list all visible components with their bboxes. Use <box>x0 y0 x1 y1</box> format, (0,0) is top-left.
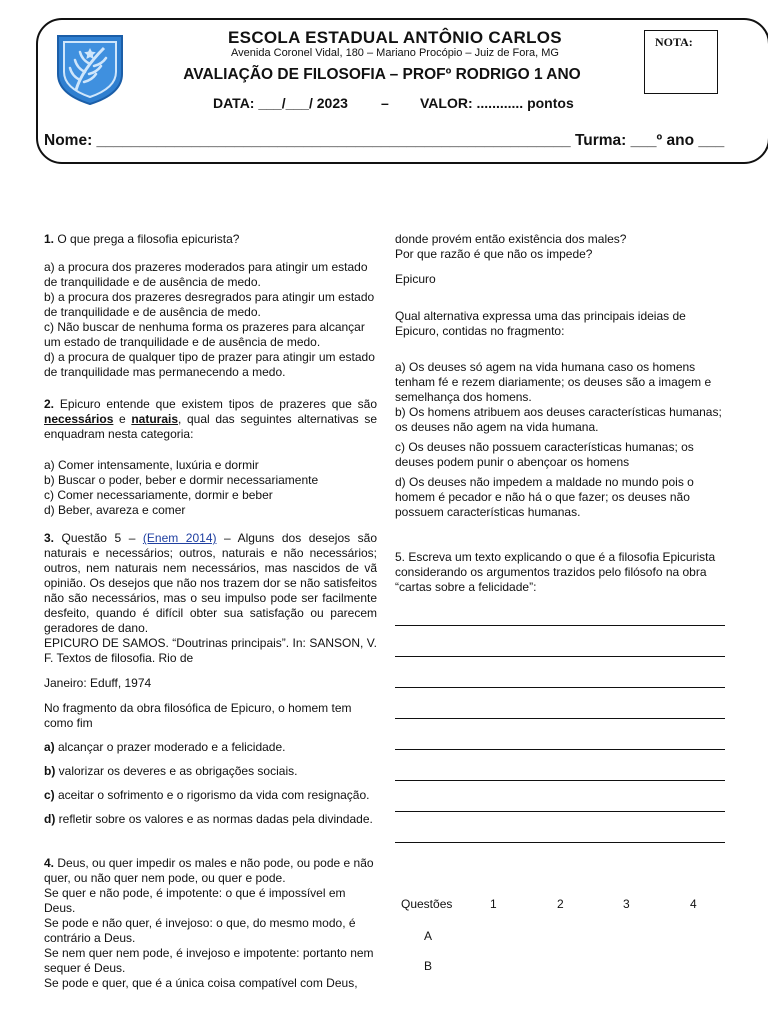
question-3-source-2: Janeiro: Eduff, 1974 <box>44 676 152 690</box>
question-4-option-d[interactable]: d) Os deuses não impedem a maldade no mundo pois o homem é pecador e não há o que fazer; os deuses não possuem características humanas. <box>395 475 694 519</box>
option-label-b: b) <box>44 764 56 778</box>
option-label-d: d) <box>44 812 56 826</box>
question-2-number: 2. <box>44 397 55 411</box>
question-2-stem <box>44 397 377 442</box>
question-4-option-b[interactable]: b) Os homens atribuem aos deuses características humanas; os deuses não agem na vida humana. <box>395 405 722 434</box>
option-text-d: refletir sobre os valores e as normas dadas pela divindade. <box>55 812 373 826</box>
exam-date-field[interactable]: DATA: ___/___/ 2023 <box>213 95 348 111</box>
grade-box[interactable] <box>644 30 718 94</box>
answer-line[interactable] <box>395 780 725 781</box>
answer-grid-col-4: 4 <box>690 897 697 911</box>
school-name: ESCOLA ESTADUAL ANTÔNIO CARLOS <box>228 28 562 47</box>
answer-line[interactable] <box>395 718 725 719</box>
question-1-number: 1. <box>44 232 55 246</box>
question-1-stem <box>44 232 377 247</box>
answer-line[interactable] <box>395 749 725 750</box>
answer-lines[interactable] <box>395 625 728 843</box>
question-4-line-2: Se quer e não pode, é impotente: o que é impossível em Deus. <box>44 886 346 915</box>
question-3-option-a[interactable] <box>44 740 377 755</box>
question-2-option-d[interactable]: d) Beber, avareza e comer <box>44 503 186 517</box>
question-3-option-c[interactable] <box>44 788 377 803</box>
option-text-c: aceitar o sofrimento e o rigorismo da vida com resignação. <box>54 788 370 802</box>
option-label-c: c) <box>44 788 55 802</box>
question-4-author: Epicuro <box>395 272 436 286</box>
question-4-line-4: Se nem quer nem pode, é invejoso e impotente: portanto nem sequer é Deus. <box>44 946 374 975</box>
option-text-a: alcançar o prazer moderado e a felicidade. <box>54 740 286 754</box>
question-3-text: – Alguns dos desejos são naturais e necessários; outros, naturais e não necessários; outros, nem naturais nem necessários, mas nascidos de vã opinião. Os desejos que não nos trazem dor se não satisfeitos não são necessários, mas o seu impulso pode ser facilmente desfeito, quando é difícil obter sua satisfação ou parecem geradores de dano. <box>44 531 378 635</box>
question-4-line-3: Se pode e não quer, é invejoso: o que, do mesmo modo, é contrário a Deus. <box>44 916 356 945</box>
question-4-option-c[interactable]: c) Os deuses não possuem características humanas; os deuses podem punir o abençoar os homens <box>395 440 694 469</box>
school-logo <box>52 30 128 106</box>
shield-icon <box>52 30 128 106</box>
question-3-number: 3. <box>44 531 55 545</box>
exam-value-field[interactable]: VALOR: ............ pontos <box>420 95 574 111</box>
answer-line[interactable] <box>395 842 725 843</box>
answer-grid-row-a[interactable]: A <box>424 929 433 943</box>
question-3-stem <box>44 531 377 636</box>
question-4-line-5: Se pode e quer, que é a única coisa compatível com Deus, <box>44 976 358 990</box>
question-2-mid: e <box>113 412 132 426</box>
question-3-option-b[interactable] <box>44 764 377 779</box>
question-2-option-b[interactable]: b) Buscar o poder, beber e dormir necessariamente <box>44 473 319 487</box>
question-3-option-d[interactable] <box>44 812 377 827</box>
question-1-option-c[interactable]: c) Não buscar de nenhuma forma os prazeres para alcançar um estado de tranquilidade e de ausência de medo. <box>44 320 365 349</box>
question-5-text: 5. Escreva um texto explicando o que é a filosofia Epicurista considerando os argumentos trazidos pelo filósofo na obra “cartas sobre a felicidade”: <box>395 550 716 594</box>
answer-line[interactable] <box>395 811 725 812</box>
option-text-b: valorizar os deveres e as obrigações sociais. <box>55 764 298 778</box>
grade-label: NOTA: <box>655 35 693 49</box>
student-name-row[interactable]: Nome: _______________________________________________________ Turma: ___º ano ___ <box>44 132 725 149</box>
question-3-pre: Questão 5 – <box>54 531 143 545</box>
left-column <box>44 232 377 991</box>
question-4-prompt: Qual alternativa expressa uma das principais ideias de Epicuro, contidas no fragmento: <box>395 309 686 338</box>
question-3-source: EPICURO DE SAMOS. “Doutrinas principais”. In: SANSON, V. F. Textos de filosofia. Rio de <box>44 636 377 665</box>
answer-line[interactable] <box>395 656 725 657</box>
answer-grid-row-b[interactable]: B <box>424 959 433 973</box>
question-2-text-2: , qual das seguintes alternativas se enquadram nesta categoria: <box>44 412 377 441</box>
question-4-line-6: donde provém então existência dos males? <box>395 232 627 246</box>
question-1-option-d[interactable]: d) a procura de qualquer tipo de prazer para atingir um estado de tranquilidade mas permanecendo a medo. <box>44 350 375 379</box>
question-4-option-a[interactable]: a) Os deuses só agem na vida humana caso os homens tenham fé e rezem diariamente; os deuses são a imagem e semelhança dos homens. <box>395 360 712 404</box>
right-column <box>395 232 728 843</box>
answer-grid-col-2: 2 <box>557 897 564 911</box>
question-4-number: 4. <box>44 856 55 870</box>
answer-line[interactable] <box>395 625 725 626</box>
question-2-option-a[interactable]: a) Comer intensamente, luxúria e dormir <box>44 458 259 472</box>
question-4-stem <box>44 856 377 886</box>
enem-2014-link[interactable]: (Enem 2014) <box>142 531 217 545</box>
answer-grid-col-3: 3 <box>623 897 630 911</box>
keyword-necessarios: necessários <box>44 412 114 426</box>
exam-dash: – <box>381 95 389 111</box>
answer-grid-col-1: 1 <box>490 897 497 911</box>
question-4-line-7: Por que razão é que não os impede? <box>395 247 593 261</box>
question-2-text-1: Epicuro entende que existem tipos de prazeres que são <box>54 397 377 411</box>
question-1-option-a[interactable]: a) a procura dos prazeres moderados para atingir um estado de tranquilidade e de ausência de medo. <box>44 260 368 289</box>
keyword-naturais: naturais <box>131 412 179 426</box>
question-4-line-1: Deus, ou quer impedir os males e não pode, ou pode e não quer, ou não quer nem pode, ou quer e pode. <box>44 856 374 885</box>
question-1-text: O que prega a filosofia epicurista? <box>54 232 240 246</box>
question-2-option-c[interactable]: c) Comer necessariamente, dormir e beber <box>44 488 273 502</box>
question-1-option-b[interactable]: b) a procura dos prazeres desregrados para atingir um estado de tranquilidade e de ausência de medo. <box>44 290 375 319</box>
answer-grid-header: Questões <box>401 897 453 911</box>
school-address: Avenida Coronel Vidal, 180 – Mariano Procópio – Juiz de Fora, MG <box>231 47 559 59</box>
option-label-a: a) <box>44 740 55 754</box>
question-3-prompt: No fragmento da obra filosófica de Epicuro, o homem tem como fim <box>44 701 352 730</box>
answer-line[interactable] <box>395 687 725 688</box>
exam-title: AVALIAÇÃO DE FILOSOFIA – PROFº RODRIGO 1 ANO <box>183 66 581 83</box>
